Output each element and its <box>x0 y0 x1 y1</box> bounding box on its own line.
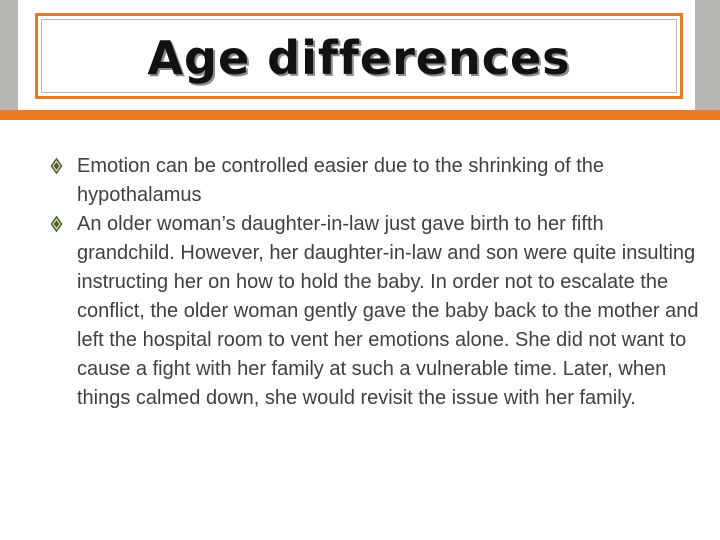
bullet-item <box>50 210 700 413</box>
diamond-bullet-icon <box>50 215 63 233</box>
bullet-list <box>50 152 700 413</box>
left-decorative-bar <box>0 0 18 110</box>
title-box <box>35 13 683 99</box>
bullet-text: An older woman’s daughter-in-law just gave birth to her fifth grandchild. However, her daughter-in-law and son were quite insulting instructing her on how to hold the baby. In order not to escalate the conflict, the older woman gently gave the baby back to the mother and left the hospital room to vent her emotions alone. She did not want to cause a fight with her family at such a vulnerable time. Later, when things calmed down, she would revisit the issue with her family. <box>77 213 699 409</box>
title-inner-frame <box>41 19 677 93</box>
slide-title: Age differences <box>147 31 571 85</box>
title-underline-rule <box>0 110 720 120</box>
diamond-bullet-icon <box>50 157 63 175</box>
right-decorative-bar <box>695 0 720 110</box>
bullet-text: Emotion can be controlled easier due to the shrinking of the hypothalamus <box>77 155 604 206</box>
bullet-item <box>50 152 700 210</box>
